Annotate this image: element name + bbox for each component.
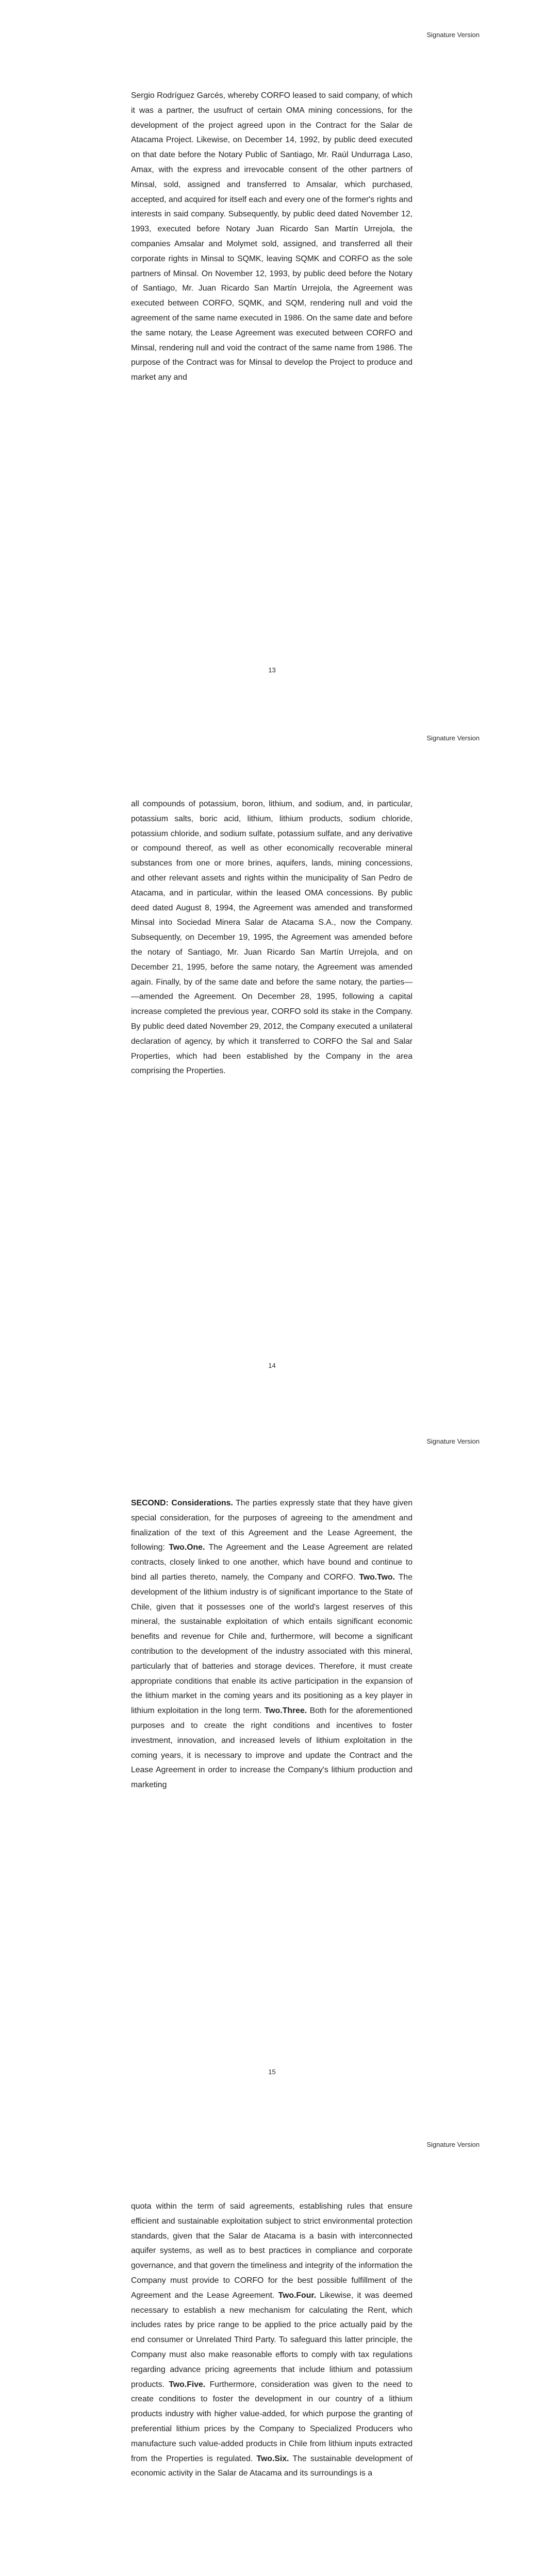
page-body-text xyxy=(131,2199,413,2481)
clause-heading-two-one: Two.One. xyxy=(169,1543,205,1552)
signature-version-header: Signature Version xyxy=(426,1437,480,1445)
page-number: 15 xyxy=(268,2068,276,2076)
document-page-13 xyxy=(0,0,544,703)
text-segment: Likewise, it was deemed necessary to establish a new mechanism for calculating the Rent, which includes rates by price range to be applied to the price actually paid by the end consumer or Unrelated Third Party. To safeguard this latter principle, the Company must also make reasonable efforts to comply with tax regulations regarding advance pricing agreements that include lithium and potassium products. xyxy=(131,2291,413,2389)
text-segment: quota within the term of said agreements, establishing rules that ensure efficient and sustainable exploitation subject to strict environmental protection standards, given that the Salar de Atacama is a basin with interconnected aquifer systems, as well as to best practices in compliance and corporate governance, and that govern the timeliness and integrity of the information the Company must provide to CORFO for the best possible fulfillment of the Agreement and the Lease Agreement. xyxy=(131,2202,413,2300)
document-page-14 xyxy=(0,703,544,1406)
document-page-15 xyxy=(0,1406,544,2110)
document-page-16 xyxy=(0,2110,544,2576)
clause-heading-two-six: Two.Six. xyxy=(256,2454,289,2463)
signature-version-header: Signature Version xyxy=(426,2141,480,2148)
page-body-text: Sergio Rodríguez Garcés, whereby CORFO leased to said company, of which it was a partner, the usufruct of certain OMA mining concessions, for the development of the project agreed upon in the Contract for the Salar de Atacama Project. Likewise, on December 14, 1992, by public deed executed on that date before the Notary Public of Santiago, Mr. Raúl Undurraga Laso, Amax, with the express and irrevocable consent of the other partners of Minsal, sold, assigned and transferred to Amsalar, which purchased, accepted, and acquired for itself each and every one of the former's rights and interests in said company. Subsequently, by public deed dated November 12, 1993, executed before Notary Juan Ricardo San Martín Urrejola, the companies Amsalar and Molymet sold, assigned, and transferred all their corporate rights in Minsal to SQMK, leaving SQMK and CORFO as the sole partners of Minsal. On November 12, 1993, by public deed before the Notary of Santiago, Mr. Juan Ricardo San Martín Urrejola, the Agreement was executed between CORFO, SQMK, and SQM, rendering null and void the agreement of the same name executed in 1986. On the same date and before the same notary, the Lease Agreement was executed between CORFO and Minsal, rendering null and void the contract of the same name from 1986. The purpose of the Contract was for Minsal to develop the Project to produce and market any and xyxy=(131,91,413,382)
text-segment: The parties expressly state that they have given special consideration, for the purposes of agreeing to the amendment and finalization of the text of this Agreement and the Lease Agreement, the following: xyxy=(131,1499,413,1552)
text-segment: The Agreement and the Lease Agreement are related contracts, closely linked to one another, which have bound and continue to bind all parties thereto, namely, the Company and CORFO. xyxy=(131,1543,413,1582)
clause-heading-two-two: Two.Two. xyxy=(359,1572,395,1582)
page-number: 13 xyxy=(268,666,276,674)
signature-version-header: Signature Version xyxy=(426,734,480,742)
text-segment: Both for the aforementioned purposes and to create the right conditions and incentives to foster investment, innovation, and increased levels of lithium exploitation in the coming years, it is necessary to improve and update the Contract and the Lease Agreement in order to increase the Company's lithium production and marketing xyxy=(131,1706,413,1790)
text-segment: The sustainable development of economic activity in the Salar de Atacama and its surroundings is a xyxy=(131,2454,413,2478)
clause-heading-second-considerations: SECOND: Considerations. xyxy=(131,1499,233,1507)
page-number: 14 xyxy=(268,1362,276,1369)
text-segment: Furthermore, consideration was given to the need to create conditions to foster the development in our country of a lithium products industry with higher value-added, for which purpose the granting of preferential lithium prices by the Company to Specialized Producers who manufacture such value-added products in Chile from lithium inputs extracted from the Properties is regulated. xyxy=(131,2380,413,2463)
text-segment: The development of the lithium industry is of significant importance to the State of Chile, given that it possesses one of the world's largest reserves of this mineral, the sustainable exploitation of which entails significant economic benefits and revenue for Chile and, furthermore, will become a significant contribution to the development of the industry associated with this mineral, particularly that of batteries and storage devices. Therefore, it must create appropriate conditions that enable its active participation in the expansion of the lithium market in the coming years and its positioning as a key player in lithium exploitation in the long term. xyxy=(131,1572,413,1716)
signature-version-header: Signature Version xyxy=(426,31,480,39)
page-body-text: all compounds of potassium, boron, lithium, and sodium, and, in particular, potassium salts, boric acid, lithium, lithium products, sodium chloride, potassium chloride, and sodium sulfate, potassium sulfate, and any derivative or compound thereof, as well as other economically recoverable mineral substances from one or more brines, aquifers, lands, mining concessions, and other relevant assets and rights within the municipality of San Pedro de Atacama, and in particular, within the leased OMA concessions. By public deed dated August 8, 1994, the Agreement was amended and transformed Minsal into Sociedad Minera Salar de Atacama S.A., now the Company. Subsequently, on December 19, 1995, the Agreement was amended before the notary of Santiago, Mr. Juan Ricardo San Martín Urrejola, and on December 21, 1995, before the same notary, the Agreement was amended again. Finally, by of the same date and before the same notary, the parties— —amended the Agreement. On December 28, 1995, following a capital increase completed the previous year, CORFO sold its stake in the Company. By public deed dated November 29, 2012, the Company executed a unilateral declaration of agency, by which it transferred to CORFO the Sal and Salar Properties, which had been established by the Company in the area comprising the Properties. xyxy=(131,800,413,1076)
page-body-text xyxy=(131,1496,413,1793)
clause-heading-two-four: Two.Four. xyxy=(278,2291,317,2300)
clause-heading-two-five: Two.Five. xyxy=(169,2380,206,2389)
clause-heading-two-three: Two.Three. xyxy=(264,1706,307,1716)
